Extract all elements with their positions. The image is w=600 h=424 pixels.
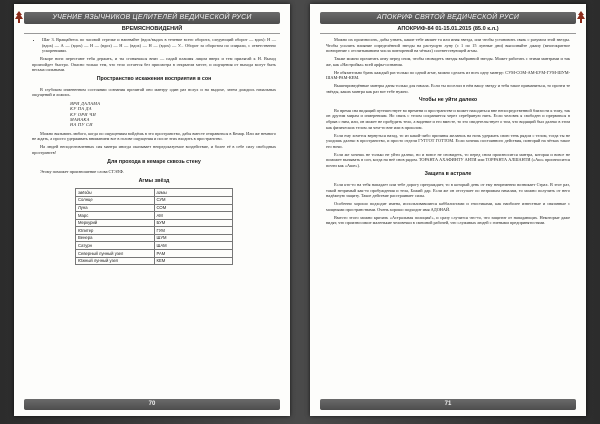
paragraph: Не обязательно брать каждый раз только по одной агме, можно сделать из всех одну мантру: СУМ-СОМ-АМ-БУМ-ГУМ-ШУМ-ШАМ-РАМ-КЕМ. (326, 69, 570, 81)
section-subtitle: АПОКРИФ-84 01-15.01.2015 (85.0 к.л.) (320, 26, 576, 34)
table-row (76, 212, 233, 220)
table-row (76, 196, 233, 204)
paragraph: Можно вызывать любого, когда по ощущениям войдёшь в это пространство, дабы вместе отправиться в Кемар. Или же немного не ждать, а просто удерживать вниманием все в голове ощущения и после этих входить в пространство. (32, 130, 276, 142)
paragraph: Также можно прочитать агму перед сном, чтобы сновидеть звезды выбранной звезды. Может работать с этими мантрами и так же, как «Настройка» всей арфы-сознания. (326, 56, 570, 67)
page-number-bar (320, 399, 576, 410)
agma-cell: КЕМ (154, 257, 233, 265)
agma-cell: ШАМ (154, 242, 233, 250)
mantra-line: КУ ПА ДА (70, 106, 92, 112)
paragraph: Если кто-то на тебя нападает или тебе дорогу преграждает, то в который день от ему непременно возникает Страх. В этот раз, такой незримый как-то пробуждения и тела, Божий дар. Если же он отступает по незримым началам, то можно получить от него надёжную защиту. Такое действие расстраивает силы. (326, 181, 570, 199)
mantra-line: НА ПУ СИ (70, 122, 93, 128)
page-number: 70 (148, 401, 156, 407)
left-page (14, 4, 290, 416)
page-content (32, 37, 276, 390)
list-item: • Шаг 3. Вращайтесь по часовой стрелке и напевайте (вдох/выдох в течение всего оборота, следующий оборот — вдох): Н — (вдох) — А — (вдох) — Н — (вдох) — Н — (вдох) — Н — (вдох) — У... Оборот за оборотом по спирали, с ответственно ускорениями. (42, 37, 276, 54)
star-name-cell: Солнце (76, 196, 155, 204)
table-title: Агмы звёзд (138, 177, 170, 184)
page-number-bar (24, 399, 280, 410)
section-heading: Защита в астрале (424, 171, 472, 178)
table-row (76, 257, 233, 265)
paragraph: Если же хочешь не только не уйти далеко, но и вовсе не сновидеть, то перед сном произносится мантра, которая и вовсе не поможет вызывать в сон, когда на неё снов рядом. ТОРАНТА АХАФИНТУ АНТИ или ТОРРАНТА АЛШАНТИ («Аш» произносится почти как «Аше»). (326, 151, 570, 168)
mantra-line: КУ ОРИ ЧИ (70, 111, 96, 117)
paragraph: Этому поможет произношение слова СТЭЛФ. (40, 169, 124, 175)
table-row (76, 234, 233, 242)
paragraph: Вскоре ноги перестают тебя держать, и ты сгоняешься вниз — падай плашмя лицом вверх и тем прилягай к Н. Выход произойдет быстро. Опасно только тем, что тело остается без присмотра в открытом месте, и ощущения от выхода могут быть весьма сильными. (32, 56, 276, 73)
agma-cell: БУМ (154, 219, 233, 227)
table-header-cell: звёзды (76, 189, 155, 197)
star-name-cell: Луна (76, 204, 155, 212)
section-heading: Чтобы не уйти далеко (418, 97, 478, 104)
book-logo-icon (14, 10, 24, 24)
agma-cell: ГУМ (154, 227, 233, 235)
agma-cell: СОМ (154, 204, 233, 212)
table-row (76, 219, 233, 227)
agma-cell: РАМ (154, 250, 233, 258)
star-name-cell: Северный лунный узел (76, 250, 155, 258)
paragraph: Особенно хорошо подходит имена, использовавшиеся каббалистами и гностиками, как наиболее известные и связанные с мощными пространствами. Очень хорошо подходит имя АДОНАЙ. (326, 201, 570, 212)
table-row (76, 204, 233, 212)
table-row (76, 242, 233, 250)
star-name-cell: Южный лунный узел (76, 257, 155, 265)
table-header-cell: агмы (154, 189, 233, 197)
page-content (326, 37, 570, 390)
paragraph: Вместо этого можно кричать «Астральная полиция!», и сразу случится что-то, что защитит от нападающих. Некоторые даже видят, что произносимое маленькие человечки в смешной рабочей, что служивых людей с гиеными предпринятостями. (326, 214, 570, 226)
section-heading: Пространство искажения восприятия в сон (96, 76, 212, 83)
right-page (310, 4, 586, 416)
star-name-cell: Меркурий (76, 219, 155, 227)
table-header-row (76, 189, 233, 197)
paragraph: Можно их произносить, дабы узнать, какие тебе являет та или иная звезда, или чтобы установить связь с разумом этой звезды. Чтобы усилить влияние определённой звезды на растущую луну (с 1 по 15 лунные дни) выполняйте джапу (многократное повторение с отсчитыванием числа повторений на чётках) соответствующей агмы. (326, 37, 570, 54)
book-logo-icon (576, 10, 586, 24)
agma-cell: АМ (154, 212, 233, 220)
star-name-cell: Марс (76, 212, 155, 220)
agma-table (75, 188, 233, 265)
star-name-cell: Сатурн (76, 242, 155, 250)
star-name-cell: Юпитер (76, 227, 155, 235)
mantra-block (70, 101, 276, 128)
table-row (76, 227, 233, 235)
section-subtitle: ВРЕМЯСНОВИДЕНИЙ (24, 26, 280, 34)
bullet-list (32, 37, 276, 54)
paragraph: Если ему хочется вернуться назад, то из какой-либо причины желаешь на ночь удержать свою тень рядом с телом, тогда ты не уходишь далеко в пространство, и просто отдели ГУГГОТ ГОТТОМ. Если хочешь постоянного действия, повторяй на чётках такое его ночи. (326, 132, 570, 149)
section-heading: Для прохода в кемаре сквозь стену (107, 158, 201, 165)
agma-cell: ШУМ (154, 234, 233, 242)
mantra-line: ЯРИ ДАЛАМА (70, 100, 101, 106)
star-name-cell: Венера (76, 234, 155, 242)
mantra-line: МАНАКА (70, 117, 90, 123)
running-head: УЧЕНИЕ ЯЗЫЧНИКОВ ЦЕЛИТЕЛЕЙ ВЕДИЧЕСКОЙ РУСИ (24, 12, 280, 24)
running-head: АПОКРИФ СВЯТОЙ ВЕДИЧЕСКОЙ РУСИ (320, 12, 576, 24)
paragraph: Во время сна видящий путешествует во времени и пространстве и может находиться вне непосредственной близости к тому, так он другим мирам и измерениям. Но связь с телом сохраняется через серебряную нить. Если человек я свободен и прерваться в обрыв с ним, или, он может не пробудить тело, а видение и его вместе, то это свидетельствует о том, что видящий был далеко в этом как физических телом ли чем-то вне или в прошлом. (326, 107, 570, 130)
agma-cell: СУМ (154, 196, 233, 204)
paragraph: На людей неподготовленных сия мантра иногда оказывает непредсказуемое воздействие, и более её в себе силу свободных пространств! (32, 144, 276, 155)
paragraph: Вышеприведённые мантры даны только для начала. Если ты поселил в нём вашу звезду и тебя такое приманиться, то прочти те звёзды, каких мантра как раз вот тебе нужно. (326, 83, 570, 94)
page-number: 71 (444, 401, 452, 407)
table-row (76, 250, 233, 258)
paragraph: В глубоком измененном состоянии сознания прочитай оно мантру один раз вслух и на выдохе, затем дождись начальных ощущений и ложись. (32, 86, 276, 98)
